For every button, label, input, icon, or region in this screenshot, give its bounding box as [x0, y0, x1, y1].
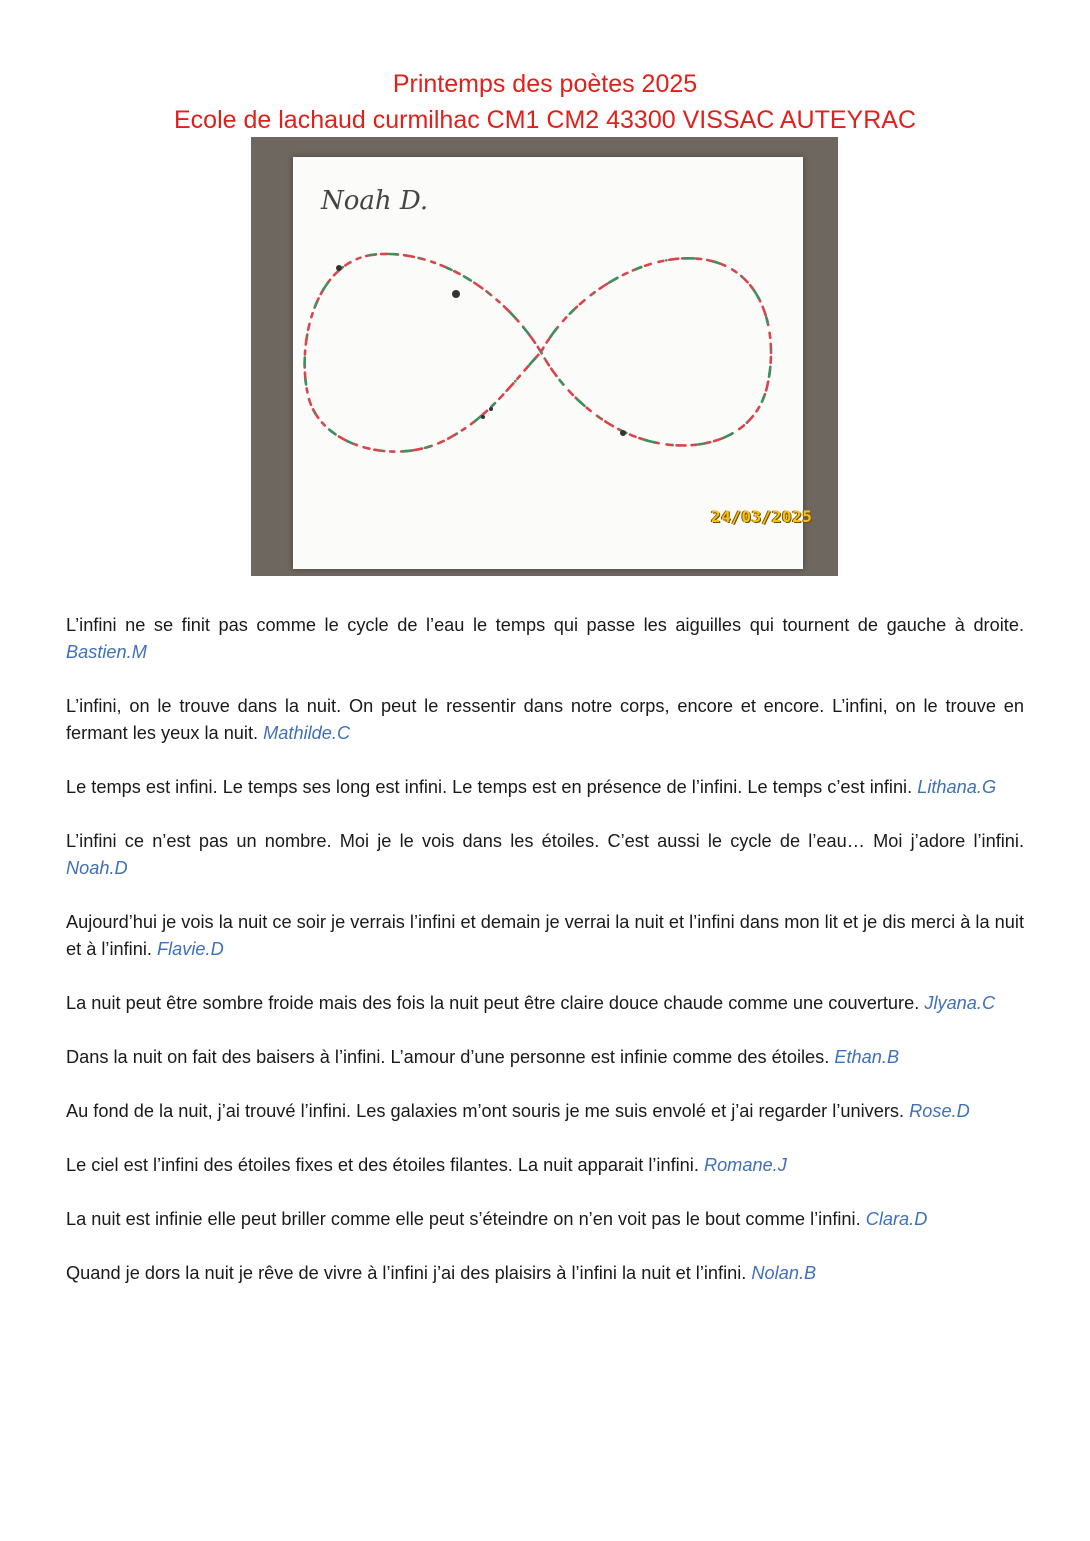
poem-author: Noah.D: [66, 858, 128, 878]
poem-item: [66, 990, 1024, 1017]
poem-author: Flavie.D: [157, 939, 224, 959]
dot-mark: [452, 290, 460, 298]
poem-text: Aujourd’hui je vois la nuit ce soir je verrais l’infini et demain je verrai la nuit et l’infini dans mon lit et je dis merci à la nuit et à l’infini.: [66, 912, 1024, 959]
poem-author: Jlyana.C: [924, 993, 996, 1013]
poem-author: Bastien.M: [66, 642, 147, 662]
poem-text: L’infini ne se finit pas comme le cycle de l’eau le temps qui passe les aiguilles qui tournent de gauche à droite.: [66, 615, 1024, 635]
poem-text: Le temps est infini. Le temps ses long est infini. Le temps est en présence de l’infini. Le temps c’est infini.: [66, 777, 913, 797]
dot-mark: [481, 415, 485, 419]
poem-item: [66, 774, 1024, 801]
poem-item: [66, 1098, 1024, 1125]
poem-item: [66, 1206, 1024, 1233]
poem-text: Dans la nuit on fait des baisers à l’infini. L’amour d’une personne est infinie comme des étoiles.: [66, 1047, 830, 1067]
right-loop-accent: [541, 258, 771, 445]
page-title: Printemps des poètes 2025: [392, 70, 698, 98]
poem-item: [66, 1260, 1024, 1287]
poem-list: [66, 612, 1024, 1287]
poem-item: [66, 828, 1024, 882]
left-loop-accent: [305, 254, 541, 452]
dot-mark: [336, 265, 342, 271]
date-stamp: 24/03/2025: [711, 507, 813, 526]
left-loop-stroke: [305, 254, 541, 452]
poem-text: L’infini, on le trouve dans la nuit. On peut le ressentir dans notre corps, encore et encore. L’infini, on le trouve en fermant les yeux la nuit.: [66, 696, 1024, 743]
poem-item: [66, 1152, 1024, 1179]
poem-text: Le ciel est l’infini des étoiles fixes et des étoiles filantes. La nuit apparait l’infini.: [66, 1155, 699, 1175]
poem-item: [66, 612, 1024, 666]
poem-text: La nuit peut être sombre froide mais des fois la nuit peut être claire douce chaude comme une couverture.: [66, 993, 920, 1013]
dot-mark: [620, 430, 626, 436]
poem-text: La nuit est infinie elle peut briller comme elle peut s’éteindre on n’en voit pas le bout comme l’infini.: [66, 1209, 861, 1229]
poem-author: Ethan.B: [834, 1047, 900, 1067]
school-subtitle: Ecole de lachaud curmilhac CM1 CM2 43300 VISSAC AUTEYRAC: [174, 106, 916, 134]
signature-text: Noah D.: [321, 186, 429, 216]
poem-author: Rose.D: [909, 1101, 970, 1121]
right-loop-stroke: [541, 258, 771, 445]
artwork-photo: [251, 137, 838, 576]
poem-item: [66, 693, 1024, 747]
poem-text: L’infini ce n’est pas un nombre. Moi je le vois dans les étoiles. C’est aussi le cycle de l’eau… Moi j’adore l’infini.: [66, 831, 1024, 851]
poem-item: [66, 1044, 1024, 1071]
poem-text: Au fond de la nuit, j’ai trouvé l’infini. Les galaxies m’ont souris je me suis envolé et j’ai regarder l’univers.: [66, 1101, 905, 1121]
poem-author: Romane.J: [703, 1155, 787, 1175]
poem-text: Quand je dors la nuit je rêve de vivre à l’infini j’ai des plaisirs à l’infini la nuit et l’infini.: [66, 1263, 747, 1283]
poem-author: Mathilde.C: [263, 723, 351, 743]
dot-mark: [489, 407, 493, 411]
poem-author: Clara.D: [865, 1209, 928, 1229]
poem-item: [66, 909, 1024, 963]
poem-author: Lithana.G: [917, 777, 997, 797]
poem-author: Nolan.B: [751, 1263, 817, 1283]
